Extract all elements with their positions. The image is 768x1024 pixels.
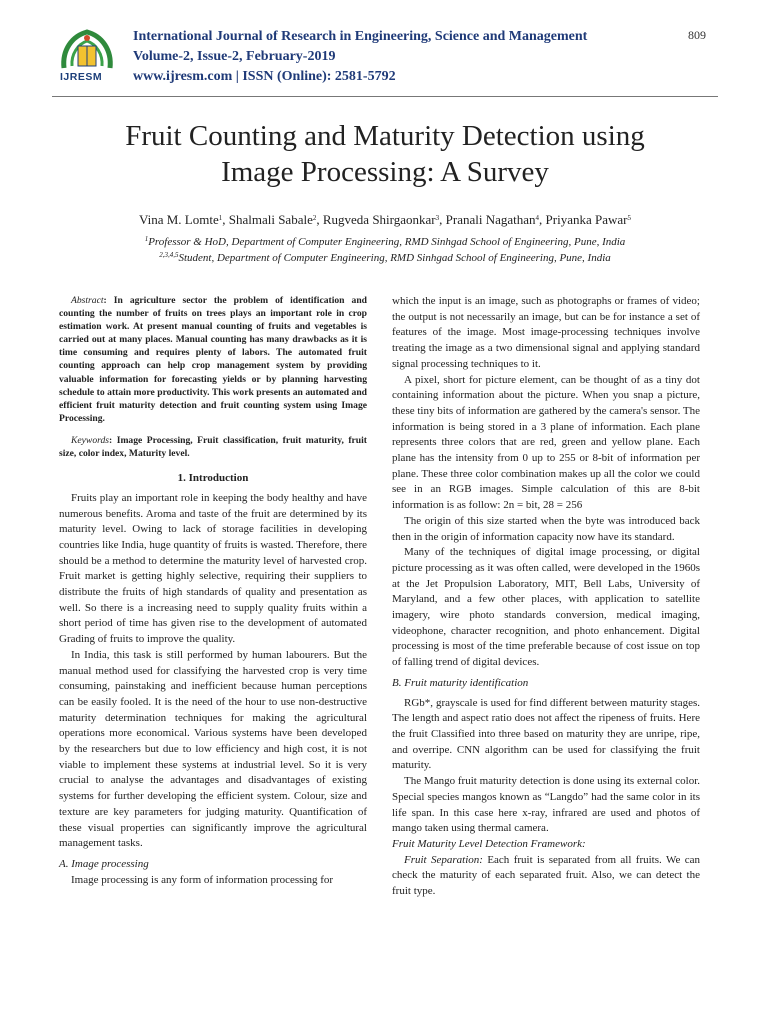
keywords-label: Keywords bbox=[71, 434, 110, 446]
author: Shalmali Sabale$^2$, bbox=[228, 212, 323, 227]
author: Priyanka Pawar$^5$ bbox=[545, 212, 631, 227]
paragraph: RGb*, grayscale is used for find different between maturity stages. The length and aspect ratio does not affect the ripeness of fruits. Here the fruit Classified into three based on maturity they are unripe, ripe, and overripe. CNN algorithm can be used for classifying the fruit maturity. bbox=[392, 696, 700, 772]
abstract: Abstract: In agriculture sector the problem of identification and counting the number of fruits on trees plays an important role in crop estimation work. At present manual counting of fruits and vegetables is carried out at many places. Manual counting has many drawbacks as it is time consuming and requires plenty of labors. The automated fruit counting approach can help crop management system by providing valuable information for forecasting yields or by planning harvesting schedule to attain more productivity. This work presents an automated and efficient fruit maturity detection and fruit counting system using Image Processing. bbox=[59, 295, 367, 424]
title-line-2: Image Processing: A Survey bbox=[221, 156, 549, 188]
paragraph: Image processing is any form of information processing for bbox=[71, 873, 334, 886]
fruit-separation-label: Fruit Separation: bbox=[404, 853, 483, 866]
keywords: Keywords: Image Processing, Fruit classification, fruit maturity, fruit size, color index, Maturity level. bbox=[59, 434, 367, 460]
page-number: 809 bbox=[688, 28, 706, 42]
paragraph: In India, this task is still performed by human labourers. But the manual method used for classifying the harvested crop is very time consuming, painstaking and inefficient because human perceptions can be easily fooled. It is the need of the hour to use non-destructive maturity determination techniques for making the agricultural operations more economical. Various systems have been developed by the researchers but due to low efficiency and high cost, it is not viable to implement these systems at industrial level. So it is very crucial to analyse the advantages and disadvantages of existing systems for further developing the efficient system. Colour, size and texture are key parameters for judging maturity. Quantification of these visual properties can significantly improve the agricultural management tasks. bbox=[59, 648, 367, 850]
paragraph: Fruits play an important role in keeping the body healthy and have numerous benefits. Aroma and taste of the fruit are determined by its maturity level. Owing to lack of storage facilities in developing countries like India, huge quantity of fruits is wasted. Therefore, there should be a method to determine the maturity level of harvested crop. Fruit market is getting highly selective, requiring their suppliers to distribute the fruits of high standards of quality and presentation as well. So there is a increasing need to supply quality fruits within a short period of time has given rise to the development of automated Grading of fruits to improve the quality. bbox=[59, 491, 368, 646]
right-column bbox=[392, 294, 700, 900]
paragraph: The origin of this size started when the byte was introduced back then in the origin of information capacity now have its standard. bbox=[392, 514, 700, 543]
journal-web-issn: www.ijresm.com | ISSN (Online): 2581-5792 bbox=[133, 69, 396, 84]
framework-heading: Fruit Maturity Level Detection Framework: bbox=[392, 837, 586, 850]
journal-volume: Volume-2, Issue-2, February-2019 bbox=[133, 49, 336, 64]
affiliation-1: $^1$Professor & HoD, Department of Computer Engineering, RMD Sinhgad School of Engineering, Pune, India bbox=[144, 235, 626, 248]
header-divider bbox=[52, 96, 718, 97]
subsection-heading: A. Image processing bbox=[59, 858, 149, 870]
section-heading: 1. Introduction bbox=[177, 472, 249, 485]
title-line-1: Fruit Counting and Maturity Detection using bbox=[125, 120, 645, 152]
paragraph: A pixel, short for picture element, can be thought of as a tiny dot containing information about the picture. When you snap a picture, these tiny bits of information are gathered by the camera's sensor. The information is being stored in a 3 plane of information. Each plane represents three colors that are red, green and yellow plane. Each plane has the intensity from 0 up to 255 or 8-bit of information per plane. These three color combination makes up all the color we could see in an RGB images. Simple calculation of this are 8-bit information is as follow: 2n = bit, 28 = 256 bbox=[392, 373, 700, 512]
journal-name: International Journal of Research in Engineering, Science and Management bbox=[133, 29, 588, 44]
paragraph: Fruit Separation: Each fruit is separated from all fruits. We can check the maturity of each separated fruit. Also, we can detect the fruit type. bbox=[392, 853, 700, 898]
author: Vina M. Lomte$^1$, bbox=[139, 212, 229, 227]
logo-text: IJRESM bbox=[60, 71, 103, 83]
paper-title bbox=[60, 118, 710, 190]
paragraph: which the input is an image, such as photographs or frames of video; the output is not necessarily an image, but can be for instance a set of features of the image. Most image-processing techniques involve treating the image as a two dimensional signal and applying standard signal processing techniques to it. bbox=[392, 295, 700, 370]
author: Pranali Nagathan$^4$, bbox=[445, 212, 546, 227]
paragraph: Many of the techniques of digital image processing, or digital picture processing as it was often called, were developed in the 1960s at the Jet Propulsion Laboratory, MIT, Bell Labs, University of Maryland, and a few other places, with application to satellite imagery, wire photo standards conversion, medical imaging, videophone, character recognition, and photo enhancement. Digital processing is most of the time preferable because of cost issue on top of falling trend of digital devices. bbox=[392, 546, 700, 669]
left-column bbox=[59, 294, 367, 888]
abstract-label: Abstract bbox=[71, 295, 104, 306]
author: Rugveda Shirgaonkar$^3$, bbox=[322, 212, 446, 227]
subsection-heading: B. Fruit maturity identification bbox=[392, 676, 529, 689]
paragraph: The Mango fruit maturity detection is done using its external color. Special species mangos known as “Langdo” had the same color in its life span. In this case here x-ray, infrared are used and photos of mango taken using thermal camera. bbox=[392, 775, 700, 835]
author-list bbox=[40, 212, 730, 228]
affiliation-2: $^{2,3,4,5}$Student, Department of Computer Engineering, RMD Sinhgad School of Engineering, Pune, India bbox=[159, 251, 611, 264]
